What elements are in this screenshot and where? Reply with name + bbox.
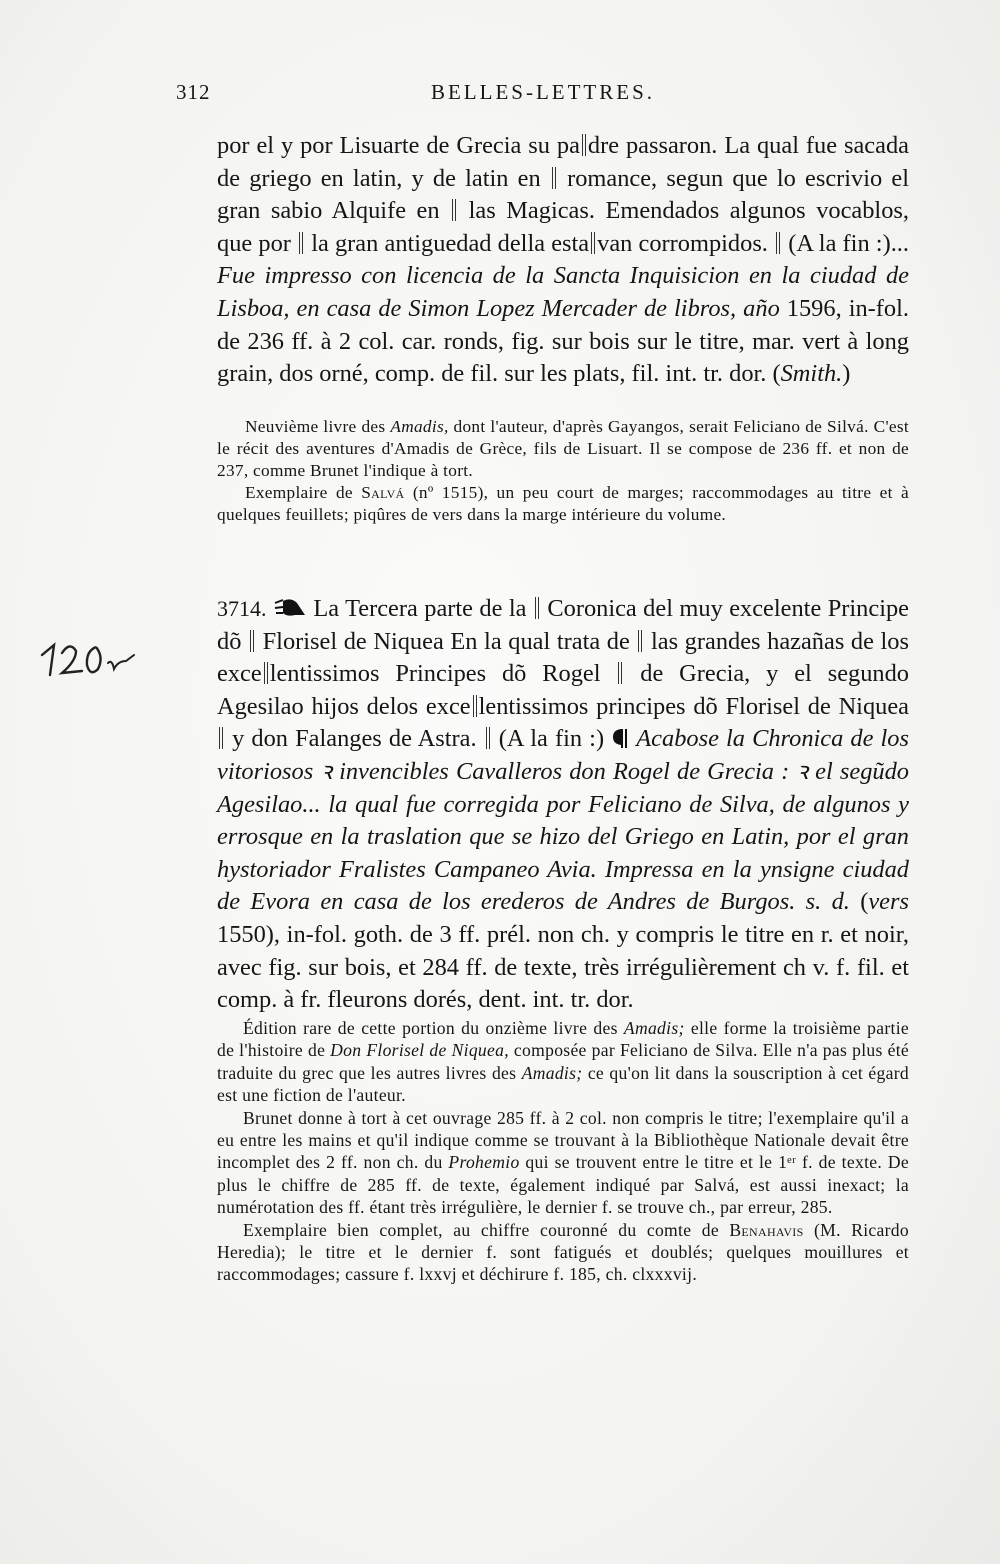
text-run: Florisel de Niquea En la qual trata de [256,627,637,655]
text-run: romance, segun que lo escrivio el gran sabio Alquife en [217,164,909,225]
pilcrow-icon [611,728,629,748]
text-run: Coronica del muy excelente Principe dõ [217,595,909,655]
entry-3713-continuation [217,130,909,391]
text-run: por el y por Lisuarte de Grecia su pa [217,132,580,159]
page-number: 312 [176,80,211,104]
entry-3714 [217,593,909,1017]
text-run: Exemplaire de [245,483,362,502]
title-italic: Amadis; [521,1062,583,1083]
line-break-mark [552,167,556,189]
title-italic: Prohemio [448,1152,520,1173]
text-run: las grandes hazañas de los exce [217,627,909,688]
text-run: 1596, in-fol. de 236 ff. à 2 col. car. ronds, fig. sur bois sur le titre, mar. vert à long grain, dos orné, comp. de fil. sur les plats, fil. int. tr. dor. ( [217,294,909,388]
text-run: lentissimos principes dõ Florisel de Niquea [478,692,909,720]
line-break-mark [618,662,622,684]
date-italic: vers [868,888,909,916]
line-break-mark [486,727,490,749]
title-italic: Amadis, [390,417,449,436]
text-run: elle forme la troisième partie de l'histoire de [217,1018,909,1061]
page-header [176,80,910,110]
text-run: de Grecia, y el segundo Agesilao hijos delos exce [217,660,909,720]
text-run: (M. Ricardo Heredia); le titre et le dernier f. sont fatigués et doublés; quelques mouillures et raccommodages; cassure f. lxxvj et déchirure f. 185, ch. clxxxvij. [217,1219,909,1285]
text-run: la gran antiguedad della esta [305,229,590,257]
note-paragraph [217,482,909,526]
text-run: La Tercera parte de la [306,595,533,622]
text-run: Neuvième livre des [245,417,391,436]
line-break-mark [591,232,595,254]
text-run: dont l'auteur, d'après Gayangos, serait Feliciano de Silvá. C'est le récit des aventures d'Amadis de Grèce, fils de Lisuart. Il se compose de 236 ff. et non de 237, comme Brunet l'indique à tort. [217,417,909,480]
text-run: qui se trouvent entre le titre et le 1ᵉʳ f. de texte. De plus le chiffre de 285 ff. de texte, également indiqué par Salvá, est aussi inexact; la numérotation des ff. étant très irrégulière, le dernier f. se trouve ch., par erreur, 285. [217,1152,910,1218]
text-run: lentissimos Principes dõ Rogel [269,660,617,688]
line-break-mark [219,727,223,749]
text-run: (A la fin :) [491,725,612,753]
line-break-mark [452,199,456,221]
line-break-mark [776,232,780,254]
provenance-italic: Smith. [780,360,843,388]
running-head: BELLES-LETTRES. [430,80,656,104]
line-break-mark [264,662,268,684]
note-paragraph [217,1107,909,1219]
entry-3714-notes [217,1017,909,1286]
colophon-italic: Acabose la Chronica de los vitoriosos ꝛ invencibles Cavalleros don Rogel de Grecia : ꝛ el segũdo Agesilao... la qual fue corregida por Feliciano de Silva, de algunos y errosque en la traslation que se hizo del Griego en Latin, por el gran hystoriador Fralistes Campaneo Avia. Impressa en la ynsigne ciudad de Evora en casa de los erederos de Andres de Burgos. s. d. [217,725,909,916]
line-break-mark [250,630,254,652]
handwritten-margin-note [32,633,152,683]
text-run: ce qu'on lit dans la souscription à cet égard est une fiction de l'auteur. [217,1062,909,1106]
line-break-mark [535,597,539,619]
line-break-mark [299,232,303,254]
text-run: las Magicas. Emendados algunos vocablos, que por [217,197,909,257]
text-run: composée par Feliciano de Silva. Elle n'a pas plus été traduite du grec que les autres livres des [217,1040,910,1083]
note-paragraph [217,1017,909,1107]
line-break-mark [473,695,477,717]
line-break-mark [638,630,642,652]
text-run: ( [849,888,869,916]
title-italic: Amadis; [623,1018,685,1038]
small-caps-name: Salvá [361,483,405,502]
text-run: ) [842,360,851,388]
note-paragraph [217,1219,909,1286]
line-break-mark [582,134,586,156]
pointing-hand-icon [273,597,307,619]
small-caps-name: Benahavis [729,1219,804,1240]
text-run: Brunet donne à tort à cet ouvrage 285 ff. à 2 col. non compris le titre; l'exemplaire qu'il a eu entre les mains et qu'il indique comme se trouvant à la Bibliothèque Nationale devait être incomplet des 2 ff. non ch. du [217,1107,909,1173]
title-italic: Don Florisel de Niquea, [330,1040,509,1061]
text-run: Exemplaire bien complet, au chiffre couronné du comte de [243,1219,730,1240]
note-paragraph [217,416,909,482]
colophon-italic: Fue impresso con licencia de la Sancta Inquisicion en la ciudad de Lisboa, en casa de Simon Lopez Mercader de libros, año [217,262,909,322]
text-run: van corrompidos. [597,229,775,257]
text-run: dre passaron. La qual fue sacada de griego en latin, y de latin en [217,132,909,192]
text-run: (A la fin :)... [782,229,910,257]
entry-3713-notes [217,416,909,526]
text-run: 1550), in-fol. goth. de 3 ff. prél. non ch. y compris le titre en r. et noir, avec fig. sur bois, et 284 ff. de texte, très irrégulièrement ch v. f. fil. et comp. à fr. fleurons dorés, dent. int. tr. dor. [217,920,909,1014]
text-run: (nº 1515), un peu court de marges; raccommodages au titre et à quelques feuillets; piqûres de vers dans la marge intérieure du volume. [217,483,909,524]
entry-number: 3714. [217,596,267,621]
text-run: y don Falanges de Astra. [225,725,484,753]
text-run: Édition rare de cette portion du onzième livre des [243,1018,624,1038]
